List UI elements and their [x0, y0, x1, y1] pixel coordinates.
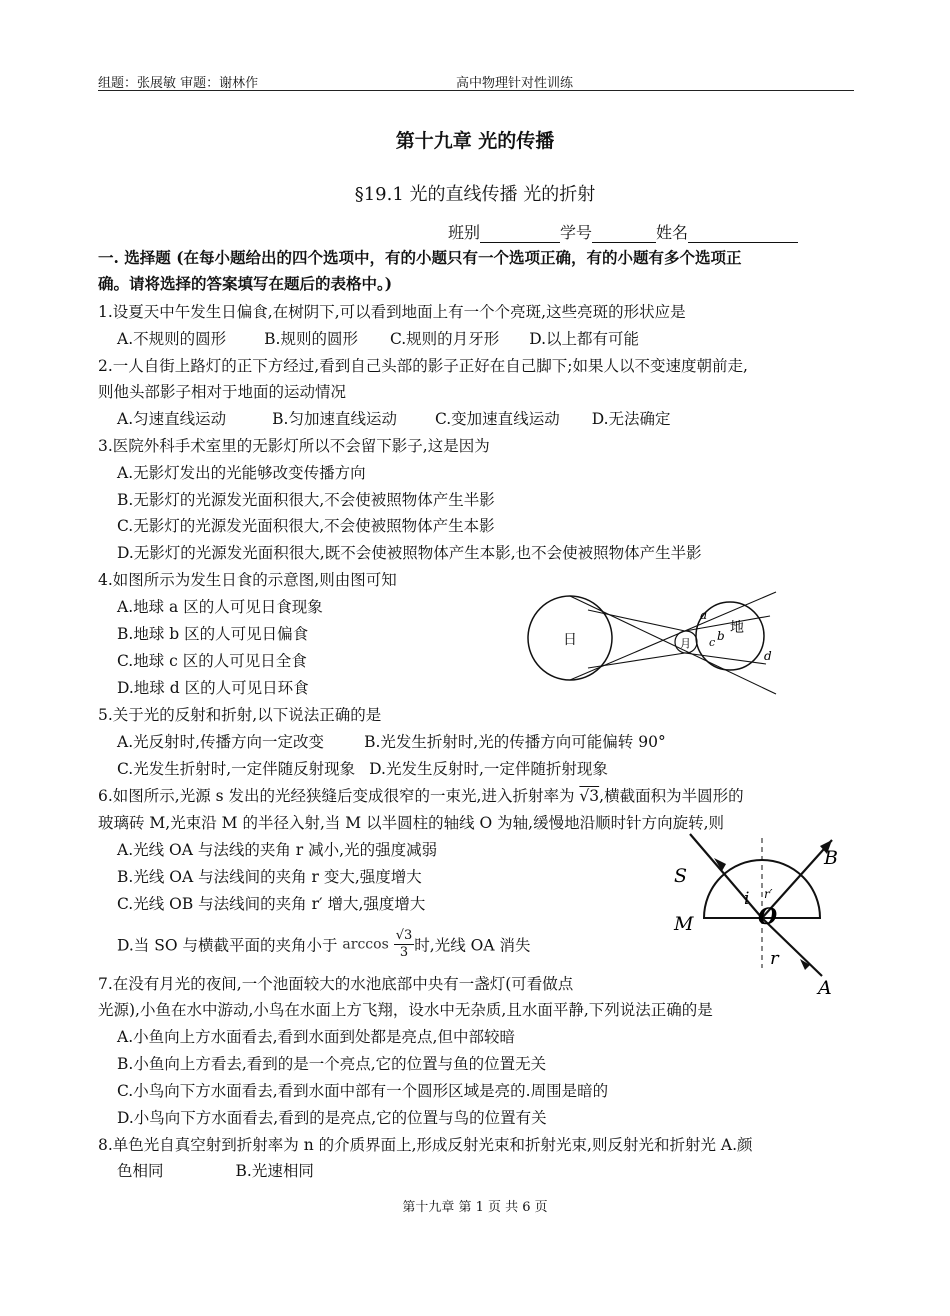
q6-option-a: A.光线 OA 与法线的夹角 r 减小,光的强度减弱	[117, 841, 438, 859]
q4-stem: 4.如图所示为发生日食的示意图,则由图可知	[98, 571, 397, 589]
name-label: 姓名	[656, 223, 689, 242]
q2-stem-2: 则他头部影子相对于地面的运动情况	[98, 383, 347, 401]
option: A.不规则的圆形	[117, 330, 227, 348]
option: D.光发生反射时,一定伴随折射现象	[369, 760, 608, 778]
page-header	[98, 70, 854, 91]
q8-stem-2	[117, 1161, 314, 1181]
option: D.无法确定	[591, 410, 671, 428]
q6-stem-1	[98, 786, 744, 806]
instruction-line-1: 一. 选择题 (在每小题给出的四个选项中，有的小题只有一个选项正确，有的小题有多个选项正	[98, 248, 742, 267]
q6-stem-text: 6.如图所示,光源 s 发出的光经狭缝后变成很窄的一束光,进入折射率为	[98, 787, 575, 805]
chapter-title: 第十九章 光的传播	[395, 130, 555, 152]
q2-stem-1: 2.一人自街上路灯的正下方经过,看到自己头部的影子正好在自己脚下;如果人以不变速度朝前走,	[98, 357, 748, 375]
q7-option-b: B.小鱼向上方看去,看到的是一个亮点,它的位置与鱼的位置无关	[117, 1055, 547, 1073]
q3-option-c: C.无影灯的光源发光面积很大,不会使被照物体产生本影	[117, 517, 495, 535]
q6-option-d-tail: 时,光线 OA 消失	[414, 936, 531, 955]
option: B.规则的圆形	[264, 330, 358, 348]
page-footer: 第十九章 第 1 页 共 6 页	[402, 1200, 548, 1215]
q6-option-d	[117, 930, 530, 963]
incident-ray-SO	[690, 834, 762, 918]
label-A: A	[818, 977, 832, 998]
moon-label: 月	[680, 637, 691, 650]
region-c-label: c	[709, 636, 716, 649]
option: B.光发生折射时,光的传播方向可能偏转 90°	[364, 733, 666, 751]
q2-options	[117, 409, 671, 429]
class-label: 班别	[448, 223, 481, 242]
label-S: S	[674, 865, 688, 887]
light-rays	[570, 592, 776, 694]
q3-option-d: D.无影灯的光源发光面积很大,既不会使被照物体产生本影,也不会使被照物体产生半影	[117, 544, 702, 562]
arccos-numerator: √3	[395, 928, 413, 943]
name-blank[interactable]	[688, 227, 798, 243]
class-blank[interactable]	[480, 227, 560, 243]
number-label: 学号	[560, 223, 593, 242]
option: B.匀加速直线运动	[272, 410, 397, 428]
label-r: r	[770, 948, 779, 969]
q3-option-a: A.无影灯发出的光能够改变传播方向	[117, 464, 366, 482]
sun-label: 日	[563, 632, 577, 648]
arccos-denominator: 3	[399, 945, 409, 960]
q4-option-c: C.地球 c 区的人可见日全食	[117, 652, 307, 670]
q7-stem-2: 光源),小鱼在水中游动,小鸟在水面上方飞翔，设水中无杂质,且水面平静,下列说法正确的是	[98, 1001, 713, 1019]
q7-option-a: A.小鱼向上方水面看去,看到水面到处都是亮点,但中部较暗	[117, 1028, 515, 1046]
q6-option-b: B.光线 OA 与法线间的夹角 r 变大,强度增大	[117, 868, 422, 886]
earth-label: 地	[730, 620, 744, 636]
header-course: 高中物理针对性训练	[456, 76, 574, 91]
q7-option-c: C.小鸟向下方水面看去,看到水面中部有一个圆形区域是亮的.周围是暗的	[117, 1082, 609, 1100]
q4-option-d: D.地球 d 区的人可见日环食	[117, 679, 309, 697]
region-d-label: d	[764, 649, 772, 663]
refraction-diagram	[660, 818, 860, 998]
q3-stem: 3.医院外科手术室里的无影灯所以不会留下影子,这是因为	[98, 437, 490, 455]
label-i: i	[744, 889, 750, 909]
option: C.规则的月牙形	[389, 330, 500, 348]
number-blank[interactable]	[592, 227, 656, 243]
q8-option-a-tail: 色相同	[117, 1162, 164, 1180]
option: C.光发生折射时,一定伴随反射现象	[117, 760, 356, 778]
q5-stem: 5.关于光的反射和折射,以下说法正确的是	[98, 706, 382, 724]
option: B.光速相同	[235, 1162, 314, 1180]
label-O: O	[758, 904, 778, 930]
q8-stem-1: 8.单色光自真空射到折射率为 n 的介质界面上,形成反射光束和折射光束,则反射光和折射光 A.颜	[98, 1136, 753, 1154]
q7-option-d: D.小鸟向下方水面看去,看到的是亮点,它的位置与鸟的位置有关	[117, 1109, 547, 1127]
arccos-fn: arccos	[342, 936, 389, 953]
q4-option-b: B.地球 b 区的人可见日偏食	[117, 625, 309, 643]
q4-option-a: A.地球 a 区的人可见日食现象	[117, 598, 323, 616]
q6-option-d-text: D.当 SO 与横截平面的夹角小于	[117, 936, 338, 955]
label-M: M	[674, 913, 694, 935]
eclipse-diagram	[520, 588, 790, 706]
student-info-fields	[448, 220, 798, 243]
q3-option-b: B.无影灯的光源发光面积很大,不会使被照物体产生半影	[117, 491, 495, 509]
option: A.匀速直线运动	[117, 410, 227, 428]
q1-options	[117, 329, 639, 349]
q6-stem-text: ,横截面积为半圆形的	[599, 787, 744, 805]
option: C.变加速直线运动	[434, 410, 560, 428]
q7-stem-1: 7.在没有月光的夜间,一个池面较大的水池底部中央有一盏灯(可看做点	[98, 975, 574, 993]
label-B: B	[824, 847, 838, 869]
instruction-line-2: 确。请将选择的答案填写在题后的表格中。)	[98, 274, 393, 293]
region-b-label: b	[717, 629, 725, 643]
q5-options-row-1	[117, 732, 666, 752]
header-authors: 组题：张展敏 审题：谢林作	[98, 76, 259, 91]
q6-stem-2: 玻璃砖 M,光束沿 M 的半径入射,当 M 以半圆柱的轴线 O 为轴,缓慢地沿顺时针方向旋转,则	[98, 814, 725, 832]
region-a-label: a	[700, 608, 708, 622]
sqrt3-symbol: √3	[579, 787, 600, 805]
arccos-expression	[342, 928, 414, 961]
q5-options-row-2	[117, 759, 608, 779]
option: D.以上都有可能	[529, 330, 640, 348]
label-r-prime: r′	[764, 887, 773, 901]
option: A.光反射时,传播方向一定改变	[117, 733, 325, 751]
q1-stem: 1.设夏天中午发生日偏食,在树阴下,可以看到地面上有一个个亮斑,这些亮斑的形状应是	[98, 303, 686, 321]
section-title: §19.1 光的直线传播 光的折射	[354, 184, 596, 205]
q6-option-c: C.光线 OB 与法线间的夹角 r′ 增大,强度增大	[117, 895, 426, 913]
